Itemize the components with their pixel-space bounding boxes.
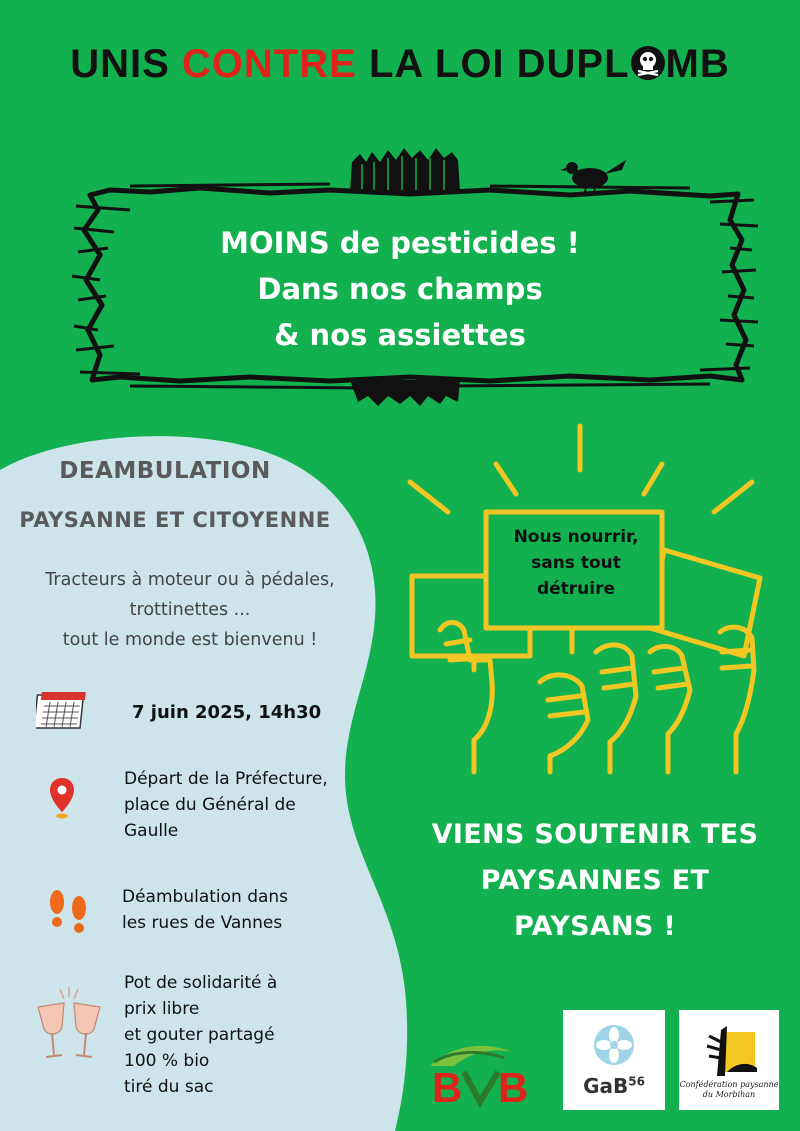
sign-bottom-post — [350, 380, 460, 406]
poster-title — [0, 42, 800, 91]
placard-line-3: détruire — [536, 579, 616, 599]
svg-text:B: B — [498, 1064, 529, 1108]
departure-line-2: place du Général de — [124, 795, 296, 815]
placard-line-1: Nous nourrir, — [513, 527, 639, 547]
cta-line-2: PAYSANNES ET — [480, 865, 710, 896]
intro-line-3: tout le monde est bienvenu ! — [62, 630, 318, 650]
placard-message — [490, 524, 662, 602]
pot-line-1: Pot de solidarité à — [124, 973, 278, 993]
call-to-action — [400, 812, 790, 950]
refreshment-info — [124, 970, 277, 1100]
confederation-label: Confédération paysanne du Morbihan — [679, 1080, 779, 1099]
cta-line-3: PAYSANS ! — [514, 911, 676, 942]
sign-message — [160, 220, 640, 358]
pot-line-2: prix libre — [124, 999, 200, 1019]
calendar-icon — [36, 690, 88, 730]
ray — [714, 482, 752, 512]
title-word-contre: CONTRE — [181, 42, 357, 86]
toast-glasses-icon — [30, 985, 108, 1065]
event-heading-1: DEAMBULATION — [59, 458, 271, 484]
gab56-label: GaB$^{56}$ — [583, 1074, 645, 1098]
sign-line-3: & nos assiettes — [274, 318, 526, 352]
svg-text:B: B — [432, 1064, 463, 1108]
departure-info — [124, 766, 328, 844]
route-line-2: les rues de Vannes — [122, 913, 283, 933]
sign-line-1: MOINS de pesticides ! — [220, 226, 580, 260]
confederation-paysanne-logo — [679, 1010, 779, 1110]
title-word-loi: LA LOI DUPL — [368, 42, 630, 86]
flower-icon — [593, 1024, 635, 1066]
footprints-icon — [46, 888, 90, 940]
gab56-logo — [563, 1010, 665, 1110]
ray — [496, 464, 516, 494]
ray — [410, 482, 448, 512]
route-line-1: Déambulation dans — [122, 887, 289, 907]
bvb-logo — [424, 1036, 538, 1108]
skull-icon — [630, 45, 666, 91]
sign-line-2: Dans nos champs — [257, 272, 543, 306]
cta-line-1: VIENS SOUTENIR TES — [431, 819, 759, 850]
title-word-mb: MB — [665, 42, 730, 86]
departure-line-1: Départ de la Préfecture, — [124, 769, 328, 789]
location-pin-icon — [48, 776, 76, 820]
wheat-sun-icon — [701, 1022, 759, 1082]
intro-line-2: trottinettes ... — [129, 600, 251, 620]
placard-line-2: sans tout — [531, 553, 621, 573]
ray — [644, 464, 662, 494]
departure-line-3: Gaulle — [124, 821, 179, 841]
route-info — [122, 884, 288, 936]
title-word-unis: UNIS — [70, 42, 170, 86]
event-intro — [0, 565, 380, 655]
event-heading-2: PAYSANNE ET CITOYENNE — [19, 508, 331, 532]
intro-line-1: Tracteurs à moteur ou à pédales, — [45, 570, 335, 590]
pot-line-5: tiré du sac — [124, 1077, 214, 1097]
pot-line-3: et gouter partagé — [124, 1025, 275, 1045]
event-date: 7 juin 2025, 14h30 — [132, 702, 322, 723]
pot-line-4: 100 % bio — [124, 1051, 210, 1071]
